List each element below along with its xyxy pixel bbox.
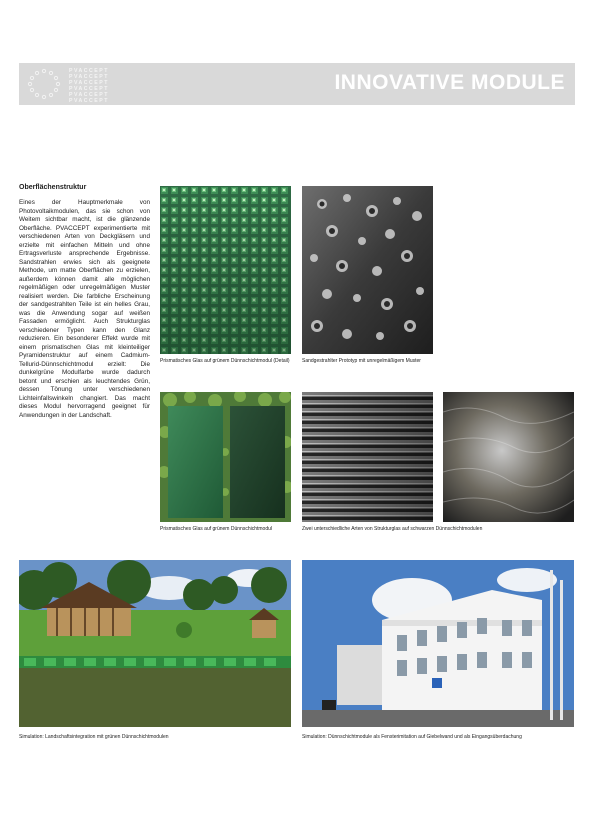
- section-heading: Oberflächenstruktur: [19, 184, 87, 191]
- section-body-text: Eines der Hauptmerkmale von Photovoltaikmodulen, das sie schon von Weitem sichtbar macht, ist die glänzende Oberfläche. PVACCEPT experimentierte mit verschiedenen Arten von Deckgläsern und erzielte mit einfachen Mitteln und ohne Ertragsverluste ansprechende Ergebnisse. Sandstrahlen erwies sich als geeignete Methode, um matte Oberflächen zu erzielen, außerdem können damit alle möglichen regelmäßigen oder unregelmäßigen Muster realisiert werden. Die farbliche Erscheinung der sandgestrahlten Teile ist ein helles Grau, was die Anwendung sogar auf weißen Fassaden ermöglicht. Auch Strukturglas verschiedener Typen kann den Glanz reduzieren. Ein besonderer Effekt wurde mit einem prismatischen Glas mit kleinteiliger Pyramidenstruktur auf einem Cadmium-Tellurid-Dünnschichtmodul erzielt: Die dunkelgrüne Modulfarbe wurde dadurch betont und erschien als leuchtendes Grün, dessen Tönung unter verschiedenen Lichteinfallswinkeln changiert. Das macht dieses Modul hervorragend geeignet für Anwendungen in der Landschaft.: [19, 199, 150, 419]
- sandblasted-prototype-photo: [302, 186, 433, 354]
- caption-structured-glass: Zwei unterschiedliche Arten von Strukturglas auf schwarzen Dünnschichtmodulen: [302, 526, 483, 532]
- brand-wordmark: PVACCEPT PVACCEPT PVACCEPT PVACCEPT PVACCEPT PVACCEPT: [69, 68, 109, 104]
- prismatic-module-photo: [160, 392, 291, 522]
- caption-prismatic-detail: Prismatisches Glas auf grünem Dünnschichtmodul (Detail): [160, 358, 290, 364]
- caption-building: Simulation: Dünnschichtmodule als Fensterimitation auf Giebelwand und als Eingangsüberdachung: [302, 734, 522, 740]
- eu-stars-logo: [21, 65, 67, 103]
- prismatic-glass-detail-photo: [160, 186, 291, 354]
- caption-sandblasted: Sandgestrahlter Prototyp mit unregelmäßigem Muster: [302, 358, 421, 364]
- caption-prismatic-module: Prismatisches Glas auf grünem Dünnschichtmodul: [160, 526, 272, 532]
- landscape-simulation-photo: [19, 560, 291, 727]
- header-band: [19, 63, 575, 105]
- structured-glass-hammered-photo: [443, 392, 574, 522]
- structured-glass-ribbed-photo: [302, 392, 433, 522]
- page-title: INNOVATIVE MODULE: [334, 71, 565, 94]
- building-simulation-photo: [302, 560, 574, 727]
- caption-landscape: Simulation: Landschaftsintegration mit grünen Dünnschichtmodulen: [19, 734, 169, 740]
